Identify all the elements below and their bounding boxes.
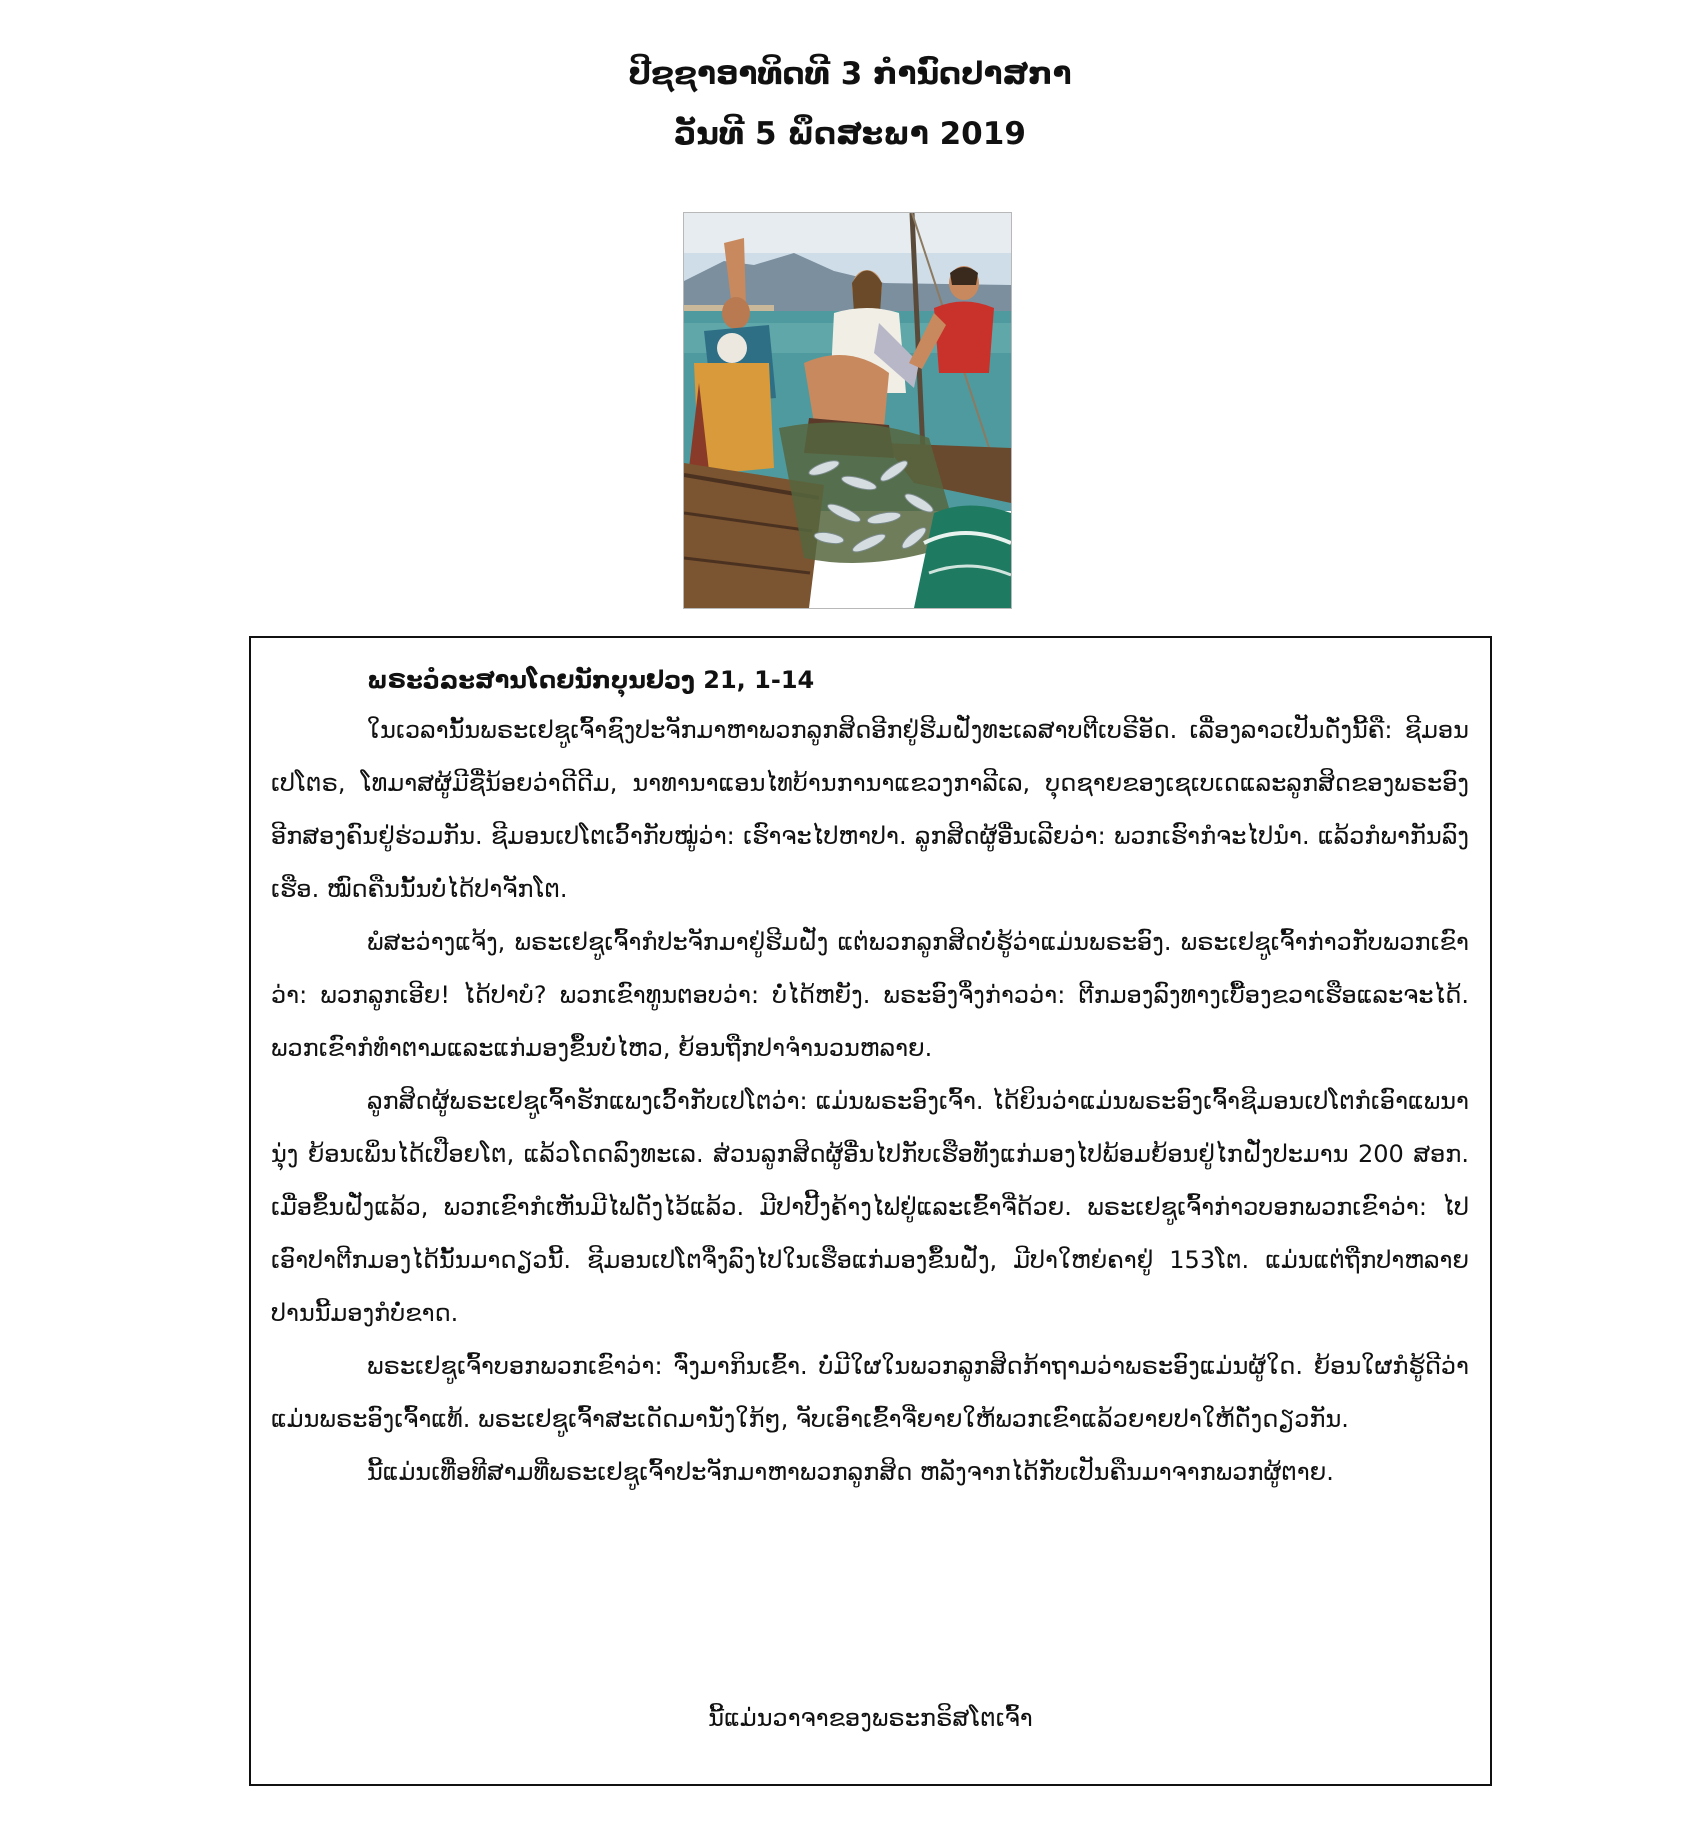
reading-closing: ນີ້ແມ່ນວາຈາຂອງພຣະກຣິສໂຕເຈົ້າ bbox=[708, 1704, 1033, 1732]
reading-heading: ພຣະວໍລະສານໂດຍນັກບຸນຢວງ 21, 1-14 bbox=[367, 666, 815, 694]
gospel-reading-box bbox=[249, 636, 1492, 1786]
reading-paragraph-1: ໃນເວລານັ້ນພຣະເຢຊູເຈົ້າຊົງປະຈັກມາຫາພວກລູກສິດອີກຢູ່ຮີມຝັ່ງທະເລສາບຕີເບຣີອັດ. ເລື່ອງລາວເປັນດັ່ງນີ້ຄື: ຊີມອນເປໂຕຣ, ໂທມາສຜູ້ມີຊື່ນ້ອຍວ່າດີດີມ, ນາທານາແອນໄທບ້ານການາແຂວງກາລີເລ, ບຸດຊາຍຂອງເຊເບເດແລະລູກສິດຂອງພຣະອົງອີກສອງຄົນຢູ່ຮ່ວມກັນ. ຊີມອນເປໂຕເວົ້າກັບໝູ່ວ່າ: ເຮົາຈະໄປຫາປາ. ລູກສິດຜູ້ອື່ນເລີຍວ່າ: ພວກເຮົາກໍຈະໄປນຳ. ແລ້ວກໍພາກັນລົງເຮືອ. ໝົດຄືນນັ້ນບໍ່ໄດ້ປາຈັກໂຕ. bbox=[271, 716, 1469, 903]
page-header bbox=[0, 44, 1700, 164]
reading-body bbox=[271, 704, 1469, 1499]
reading-paragraph-3: ລູກສິດຜູ້ພຣະເຢຊູເຈົ້າຮັກແພງເວົ້າກັບເປໂຕວ່າ: ແມ່ນພຣະອົງເຈົ້າ. ໄດ້ຍິນວ່າແມ່ນພຣະອົງເຈົ້າຊີມອນເປໂຕກໍເອົາແພນານຸ່ງ ຍ້ອນເພິ່ນໄດ້ເປືອຍໂຕ, ແລ້ວໂດດລົງທະເລ. ສ່ວນລູກສິດຜູ້ອື່ນໄປກັບເຮືອທັງແກ່ມອງໄປພ້ອມຍ້ອນຢູ່ໄກຝັ່ງປະມານ 200 ສອກ. ເມື່ອຂຶ້ນຝັ່ງແລ້ວ, ພວກເຂົາກໍເຫັນມີໄຟດັງໄວ້ແລ້ວ. ມີປາປີ້ງຄ້າງໄຟຢູ່ແລະເຂົ້າຈີ່ດ້ວຍ. ພຣະເຢຊູເຈົ້າກ່າວບອກພວກເຂົາວ່າ: ໄປເອົາປາຕີກມອງໄດ້ນັ້ນມາດຽວນີ້. ຊີມອນເປໂຕຈຶ່ງລົງໄປໃນເຮືອແກ່ມອງຂຶ້ນຝັ່ງ, ມີປາໃຫຍ່ຄາຢູ່ 153ໂຕ. ແມ່ນແຕ່ຖືກປາຫລາຍປານນີ້ມອງກໍບໍ່ຂາດ. bbox=[271, 1087, 1469, 1327]
reading-paragraph-5: ນີ້ແມ່ນເທື່ອທີສາມທີ່ພຣະເຢຊູເຈົ້າປະຈັກມາຫາພວກລູກສິດ ຫລັງຈາກໄດ້ກັບເປັນຄືນມາຈາກພວກຜູ້ຕາຍ. bbox=[367, 1458, 1334, 1486]
miraculous-catch-illustration bbox=[683, 212, 1012, 609]
reading-paragraph-4: ພຣະເຢຊູເຈົ້າບອກພວກເຂົາວ່າ: ຈົ່ງມາກິນເຂົ້າ. ບໍ່ມີໃຜໃນພວກລູກສິດກ້າຖາມວ່າພຣະອົງແມ່ນຜູ້ໃດ. ຍ້ອນໃຜກໍຮູ້ດີວ່າແມ່ນພຣະອົງເຈົ້າແທ້. ພຣະເຢຊູເຈົ້າສະເດັດມານັ່ງໃກ້ໆ, ຈັບເອົາເຂົ້າຈີ່ຍາຍໃຫ້ພວກເຂົາແລ້ວຍາຍປາໃຫ້ດັ່ງດຽວກັນ. bbox=[271, 1352, 1469, 1433]
page-date: ວັນທີ 5 ພຶດສະພາ 2019 bbox=[674, 116, 1026, 152]
reading-paragraph-2: ພໍສະວ່າງແຈ້ງ, ພຣະເຢຊູເຈົ້າກໍປະຈັກມາຢູ່ຮີມຝັ່ງ ແຕ່ພວກລູກສິດບໍ່ຮູ້ວ່າແມ່ນພຣະອົງ. ພຣະເຢຊູເຈົ້າກ່າວກັບພວກເຂົາວ່າ: ພວກລູກເອີຍ! ໄດ້ປາບໍ? ພວກເຂົາທູນຕອບວ່າ: ບໍ່ໄດ້ຫຍັງ. ພຣະອົງຈຶ່ງກ່າວວ່າ: ຕີກມອງລົງທາງເບື້ອງຂວາເຮືອແລະຈະໄດ້. ພວກເຂົາກໍທຳຕາມແລະແກ່ມອງຂຶ້ນບໍ່ໄຫວ, ຍ້ອນຖືກປາຈຳນວນຫລາຍ. bbox=[271, 928, 1469, 1062]
page-title: ປີຊຊາອາທິດທີ 3 ກຳນົດປາສກາ bbox=[628, 56, 1072, 92]
